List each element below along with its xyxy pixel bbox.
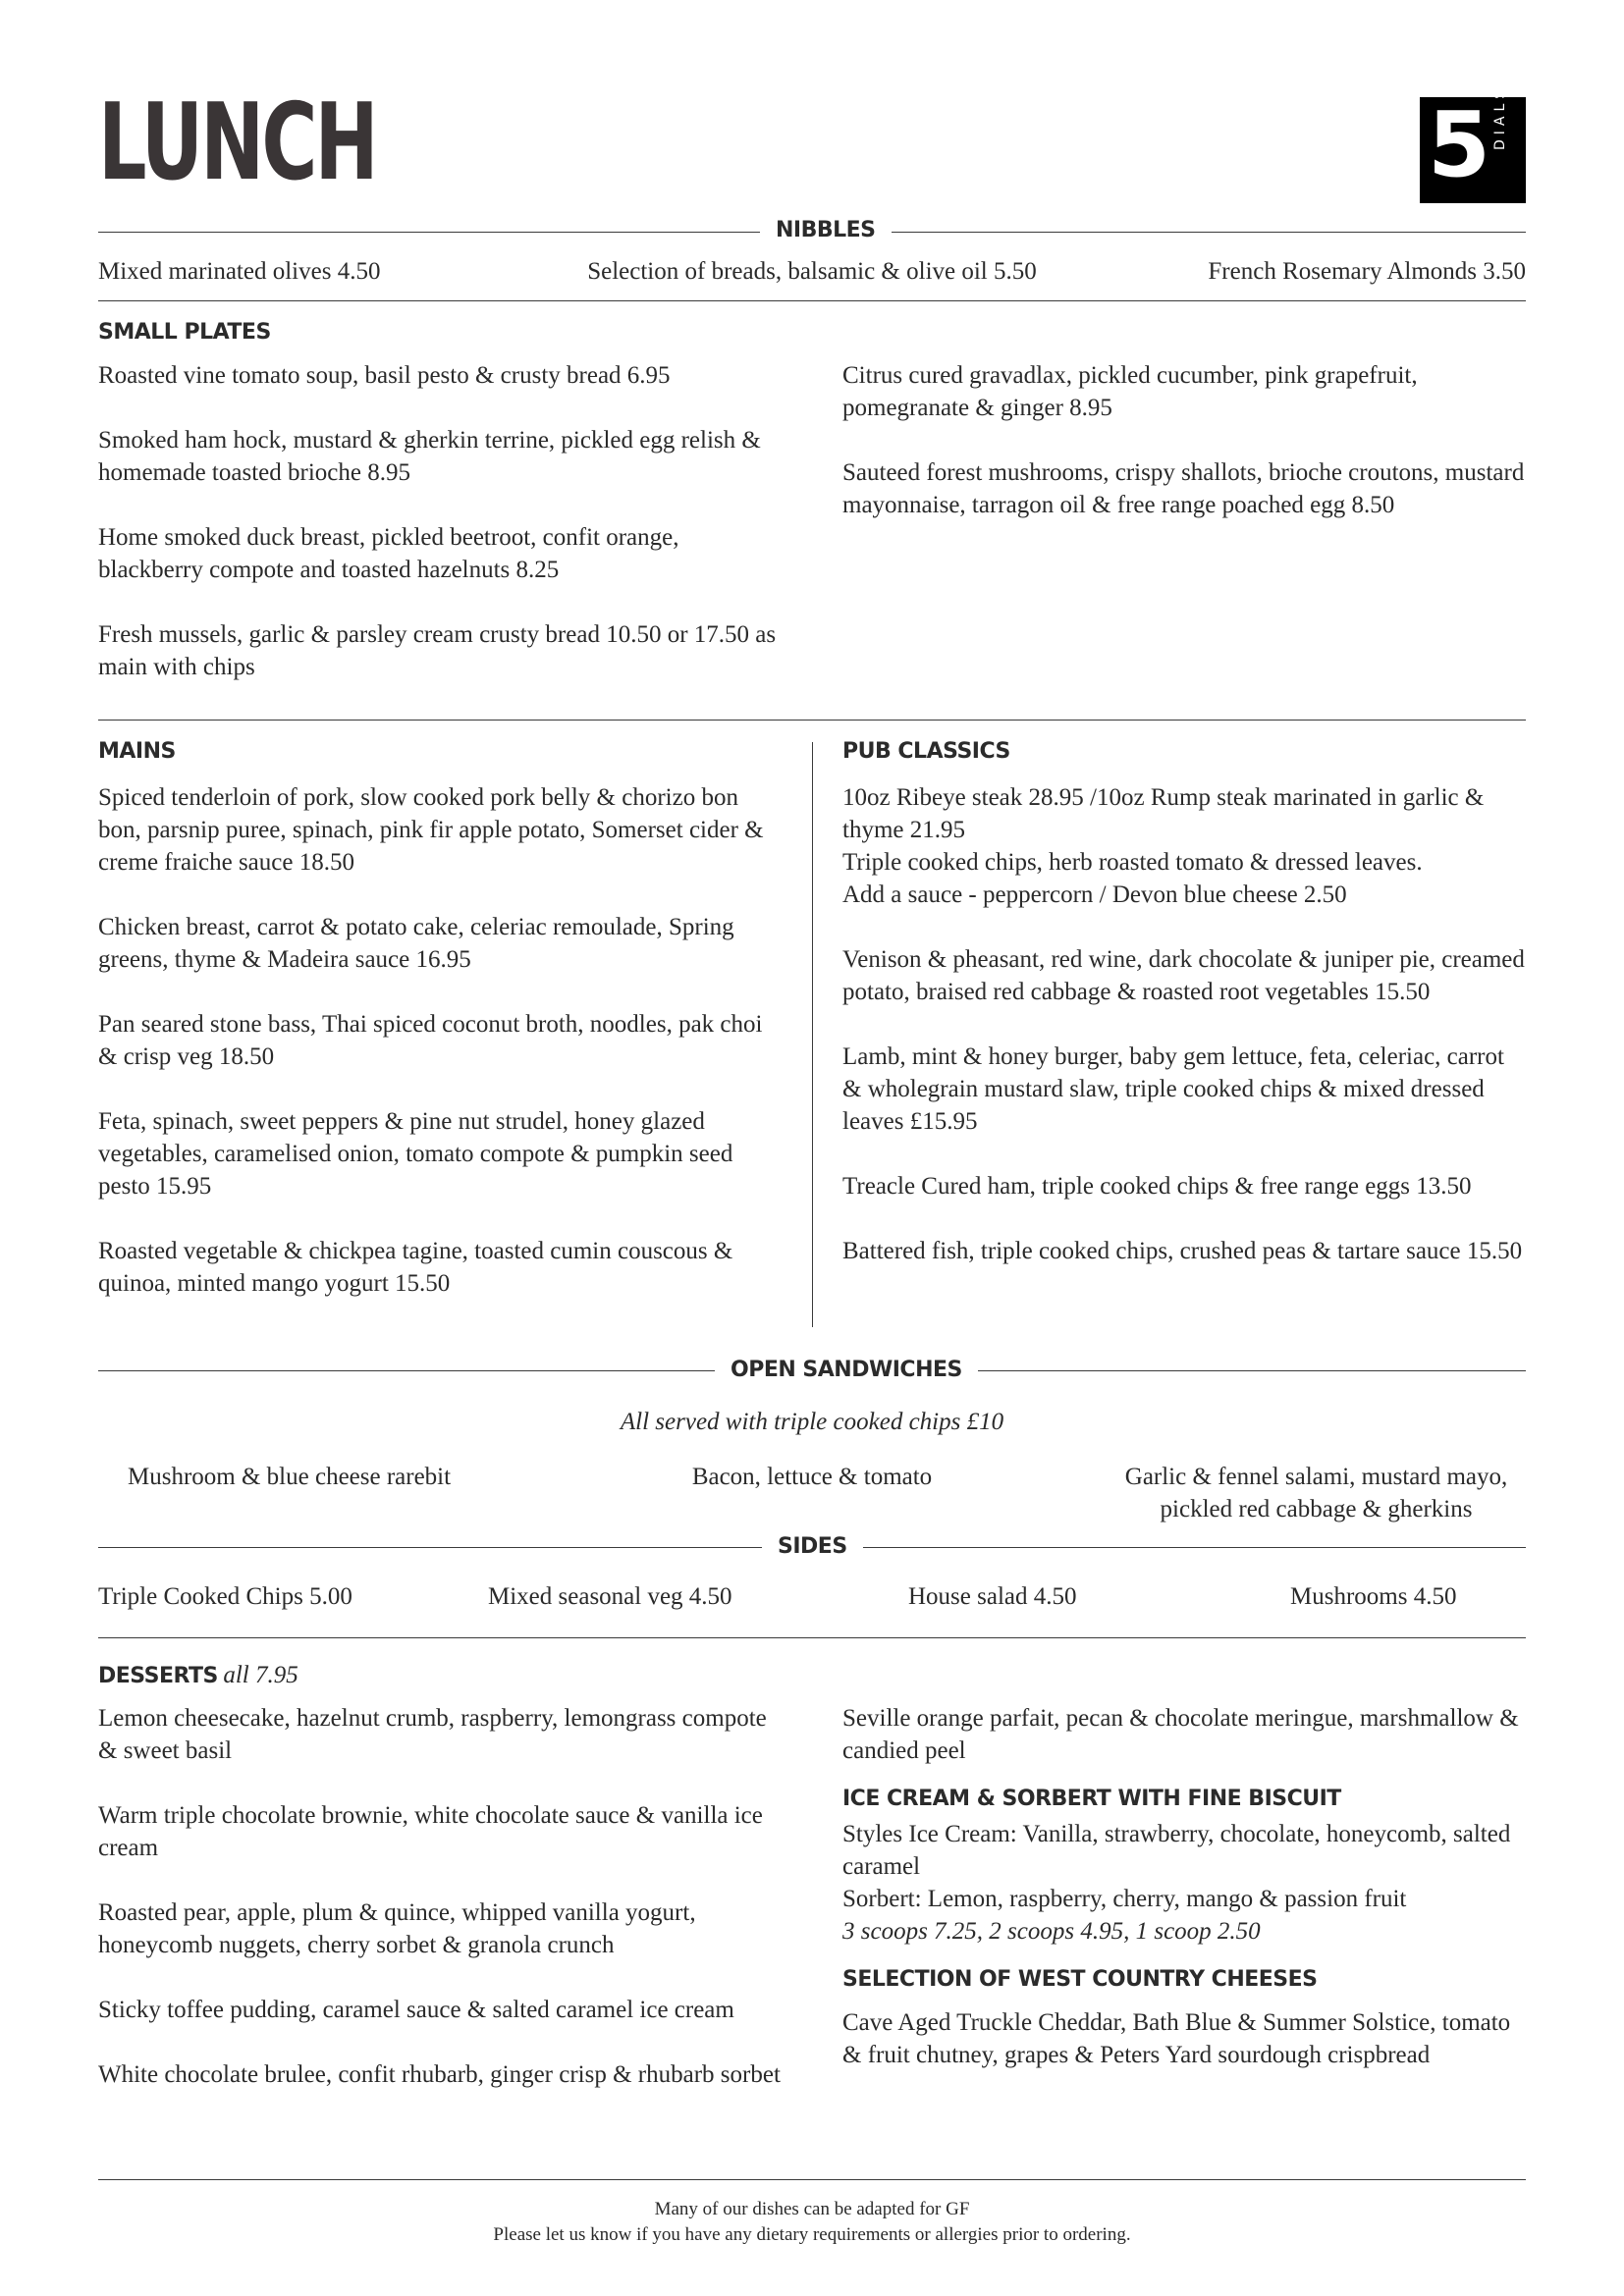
menu-item: Venison & pheasant, red wine, dark chocolate & juniper pie, creamed potato, braised red cabbage & roasted root vegetables 15.50: [842, 946, 1525, 1005]
menu-item: Warm triple chocolate brownie, white chocolate sauce & vanilla ice cream: [98, 1802, 763, 1861]
desserts-heading-row: [98, 1663, 298, 1689]
sandwich-item: Garlic & fennel salami, mustard mayo, pickled red cabbage & gherkins: [1124, 1464, 1508, 1522]
menu-item: Citrus cured gravadlax, pickled cucumber, pink grapefruit, pomegranate & ginger 8.95: [842, 362, 1418, 421]
menu-item: Chicken breast, carrot & potato cake, celeriac remoulade, Spring greens, thyme & Madeira sauce 16.95: [98, 914, 734, 973]
side-item: Mushrooms 4.50: [1290, 1583, 1457, 1610]
sorbert-flavours: Sorbert: Lemon, raspberry, cherry, mango & passion fruit: [842, 1886, 1407, 1912]
nibble-item: Selection of breads, balsamic & olive oil 5.50: [587, 258, 1037, 285]
menu-item: Home smoked duck breast, pickled beetroot, confit orange, blackberry compote and toasted hazelnuts 8.25: [98, 524, 679, 583]
pub-classics-heading: PUB CLASSICS: [842, 739, 1010, 764]
open-sandwiches-note: All served with triple cooked chips £10: [620, 1409, 1004, 1435]
menu-item: Smoked ham hock, mustard & gherkin terrine, pickled egg relish & homemade toasted brioche 8.95: [98, 427, 761, 486]
side-item: House salad 4.50: [908, 1583, 1077, 1610]
menu-item: Lemon cheesecake, hazelnut crumb, raspberry, lemongrass compote & sweet basil: [98, 1705, 767, 1764]
small-plates-right: [842, 359, 1526, 521]
menu-item: Pan seared stone bass, Thai spiced coconut broth, noodles, pak choi & crisp veg 18.50: [98, 1011, 763, 1070]
logo-word: DIALS: [1492, 84, 1508, 150]
sandwich-item: Bacon, lettuce & tomato: [691, 1464, 933, 1490]
open-sandwiches-heading: OPEN SANDWICHES: [715, 1358, 978, 1383]
sandwich-item: Mushroom & blue cheese rarebit: [128, 1464, 452, 1490]
nibble-item: Mixed marinated olives 4.50: [98, 258, 381, 285]
side-item: Mixed seasonal veg 4.50: [488, 1583, 732, 1610]
menu-item: Roasted pear, apple, plum & quince, whipped vanilla yogurt, honeycomb nuggets, cherry sorbet & granola crunch: [98, 1899, 696, 1958]
menu-item: Fresh mussels, garlic & parsley cream crusty bread 10.50 or 17.50 as main with chips: [98, 621, 777, 680]
menu-item: Sauteed forest mushrooms, crispy shallots, brioche croutons, mustard mayonnaise, tarragon oil & free range poached egg 8.50: [842, 459, 1525, 518]
small-plates-heading: SMALL PLATES: [98, 320, 271, 345]
menu-item: 10oz Ribeye steak 28.95 /10oz Rump steak marinated in garlic & thyme 21.95 Triple cooked chips, herb roasted tomato & dressed leaves. Add a sauce - peppercorn / Devon blue cheese 2.50: [842, 784, 1485, 908]
column-divider: [812, 742, 813, 1327]
section-divider: [98, 720, 1526, 721]
sides-heading: SIDES: [762, 1534, 863, 1560]
nibble-item: French Rosemary Almonds 3.50: [1208, 258, 1526, 285]
section-divider: [98, 300, 1526, 301]
menu-page: [98, 0, 1526, 2296]
menu-item: Treacle Cured ham, triple cooked chips & free range eggs 13.50: [842, 1173, 1472, 1200]
pub-classics-list: [842, 781, 1526, 1267]
menu-item: Spiced tenderloin of pork, slow cooked pork belly & chorizo bon bon, parsnip puree, spinach, pink fir apple potato, Somerset cider & creme fraiche sauce 18.50: [98, 784, 764, 876]
desserts-note: all 7.95: [223, 1662, 298, 1688]
nibbles-heading: NIBBLES: [760, 218, 892, 243]
desserts-right: [842, 1702, 1526, 2071]
footer-line: Many of our dishes can be adapted for GF: [654, 2199, 970, 2219]
footer-rule: [98, 2179, 1526, 2180]
ice-cream-prices: 3 scoops 7.25, 2 scoops 4.95, 1 scoop 2.50: [842, 1918, 1261, 1945]
ice-cream-heading: ICE CREAM & SORBERT WITH FINE BISCUIT: [842, 1787, 1341, 1811]
small-plates-left: [98, 359, 785, 683]
menu-item: White chocolate brulee, confit rhubarb, ginger crisp & rhubarb sorbet: [98, 2061, 781, 2088]
page-title: LUNCH: [98, 81, 376, 204]
side-item: Triple Cooked Chips 5.00: [98, 1583, 352, 1610]
menu-item: Roasted vegetable & chickpea tagine, toasted cumin couscous & quinoa, minted mango yogurt 15.50: [98, 1238, 733, 1297]
menu-item: Lamb, mint & honey burger, baby gem lettuce, feta, celeriac, carrot & wholegrain mustard slaw, triple cooked chips & mixed dressed leaves £15.95: [842, 1043, 1504, 1135]
desserts-left: [98, 1702, 785, 2091]
ice-cream-styles: Styles Ice Cream: Vanilla, strawberry, chocolate, honeycomb, salted caramel: [842, 1821, 1511, 1880]
menu-item: Roasted vine tomato soup, basil pesto & crusty bread 6.95: [98, 362, 671, 389]
menu-item: Seville orange parfait, pecan & chocolate meringue, marshmallow & candied peel: [842, 1705, 1519, 1764]
section-divider: [98, 1637, 1526, 1638]
menu-item: Sticky toffee pudding, caramel sauce & salted caramel ice cream: [98, 1997, 734, 2023]
mains-heading: MAINS: [98, 739, 176, 764]
five-dials-logo: [1420, 84, 1526, 203]
cheeses-item: Cave Aged Truckle Cheddar, Bath Blue & Summer Solstice, tomato & fruit chutney, grapes & Peters Yard sourdough crispbread: [842, 2009, 1511, 2068]
mains-list: [98, 781, 785, 1300]
cheeses-heading: SELECTION OF WEST COUNTRY CHEESES: [842, 1967, 1318, 1992]
logo-number: 5: [1428, 92, 1491, 197]
menu-item: Feta, spinach, sweet peppers & pine nut strudel, honey glazed vegetables, caramelised onion, tomato compote & pumpkin seed pesto 15.95: [98, 1108, 733, 1200]
footer-line: Please let us know if you have any dietary requirements or allergies prior to ordering.: [493, 2224, 1131, 2245]
desserts-heading: DESSERTS: [98, 1664, 218, 1688]
menu-item: Battered fish, triple cooked chips, crushed peas & tartare sauce 15.50: [842, 1238, 1523, 1264]
